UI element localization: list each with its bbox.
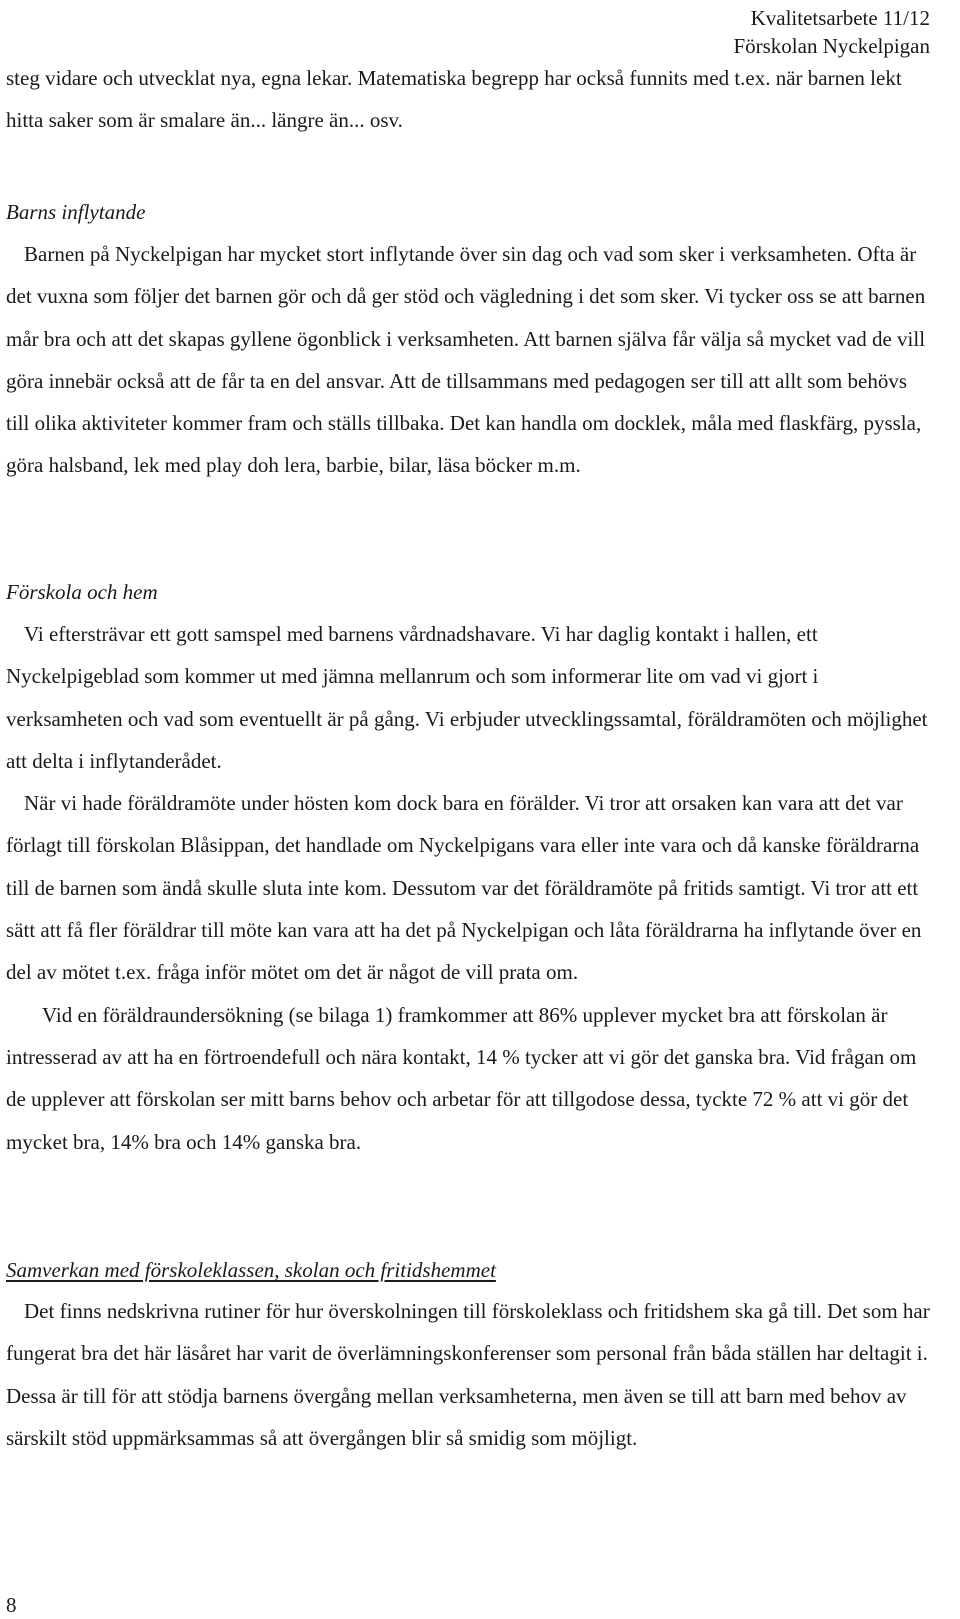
paragraph: När vi hade föräldramöte under hösten kom dock bara en förälder. Vi tror att orsaken kan vara att det var förlagt till förskolan Blåsippan, det handlade om Nyckelpigans vara eller inte vara och då kanske föräldrarna till de barnen som ändå skulle sluta inte kom. Dessutom var det föräldramöte på fritids samtigt. Vi tror att ett sätt att få fler föräldrar till möte kan vara att ha det på Nyckelpigan och låta föräldrarna ha inflytande över en del av mötet t.ex. fråga inför mötet om det är något de vill prata om.: [6, 791, 922, 985]
section-heading-forskola-och-hem: Förskola och hem: [6, 580, 158, 604]
intro-paragraph: steg vidare och utvecklat nya, egna lekar. Matematiska begrepp har också funnits med t.ex. när barnen lekt hitta saker som är smalare än... längre än... osv.: [6, 66, 902, 133]
paragraph: Barnen på Nyckelpigan har mycket stort inflytande över sin dag och vad som sker i verksamheten. Ofta är det vuxna som följer det barnen gör och då ger stöd och vägledning i det som sker. Vi tycker oss se att barnen mår bra och att det skapas gyllene ögonblick i verksamheten. Att barnen själva får välja så mycket vad de vill göra innebär också att de får ta en del ansvar. Att de tillsammans med pedagogen ser till att allt som behövs till olika aktiviteter kommer fram och ställs tillbaka. Det kan handla om docklek, måla med flaskfärg, pyssla, göra halsband, lek med play doh lera, barbie, bilar, läsa böcker m.m.: [6, 242, 926, 478]
header-school-name: Förskolan Nyckelpigan: [733, 34, 930, 58]
intro-paragraph-block: [6, 57, 930, 142]
running-header: [733, 4, 930, 60]
section-heading-barns-inflytande: Barns inflytande: [6, 200, 146, 224]
paragraph: Det finns nedskrivna rutiner för hur överskolningen till förskoleklass och fritidshem ska gå till. Det som har fungerat bra det här läsåret har varit de överlämningskonferenser som personal från båda ställen har deltagit i. Dessa är till för att stödja barnens övergång mellan verksamheterna, men även se till att barn med behov av särskilt stöd uppmärksammas så att övergången blir så smidig som möjligt.: [6, 1299, 930, 1450]
section-heading-samverkan: Samverkan med förskoleklassen, skolan och fritidshemmet: [6, 1258, 496, 1282]
section-body-forskola-och-hem: [6, 613, 930, 1163]
paragraph: Vi eftersträvar ett gott samspel med barnens vårdnadshavare. Vi har daglig kontakt i hallen, ett Nyckelpigeblad som kommer ut med jämna mellanrum och som informerar lite om vad vi gjort i verksamheten och vad som eventuellt är på gång. Vi erbjuder utvecklingssamtal, föräldramöten och möjlighet att delta i inflytanderådet.: [6, 622, 928, 773]
page-number: 8: [6, 1593, 17, 1617]
section-body-samverkan: [6, 1290, 930, 1459]
section-body-barns-inflytande: [6, 233, 930, 487]
paragraph: Vid en föräldraundersökning (se bilaga 1) framkommer att 86% upplever mycket bra att förskolan är intresserad av att ha en förtroendefull och nära kontakt, 14 % tycker att vi gör det ganska bra. Vid frågan om de upplever att förskolan ser mitt barns behov och arbetar för att tillgodose dessa, tyckte 72 % att vi gör det mycket bra, 14% bra och 14% ganska bra.: [6, 1002, 917, 1154]
header-document-title: Kvalitetsarbete 11/12: [750, 6, 930, 30]
